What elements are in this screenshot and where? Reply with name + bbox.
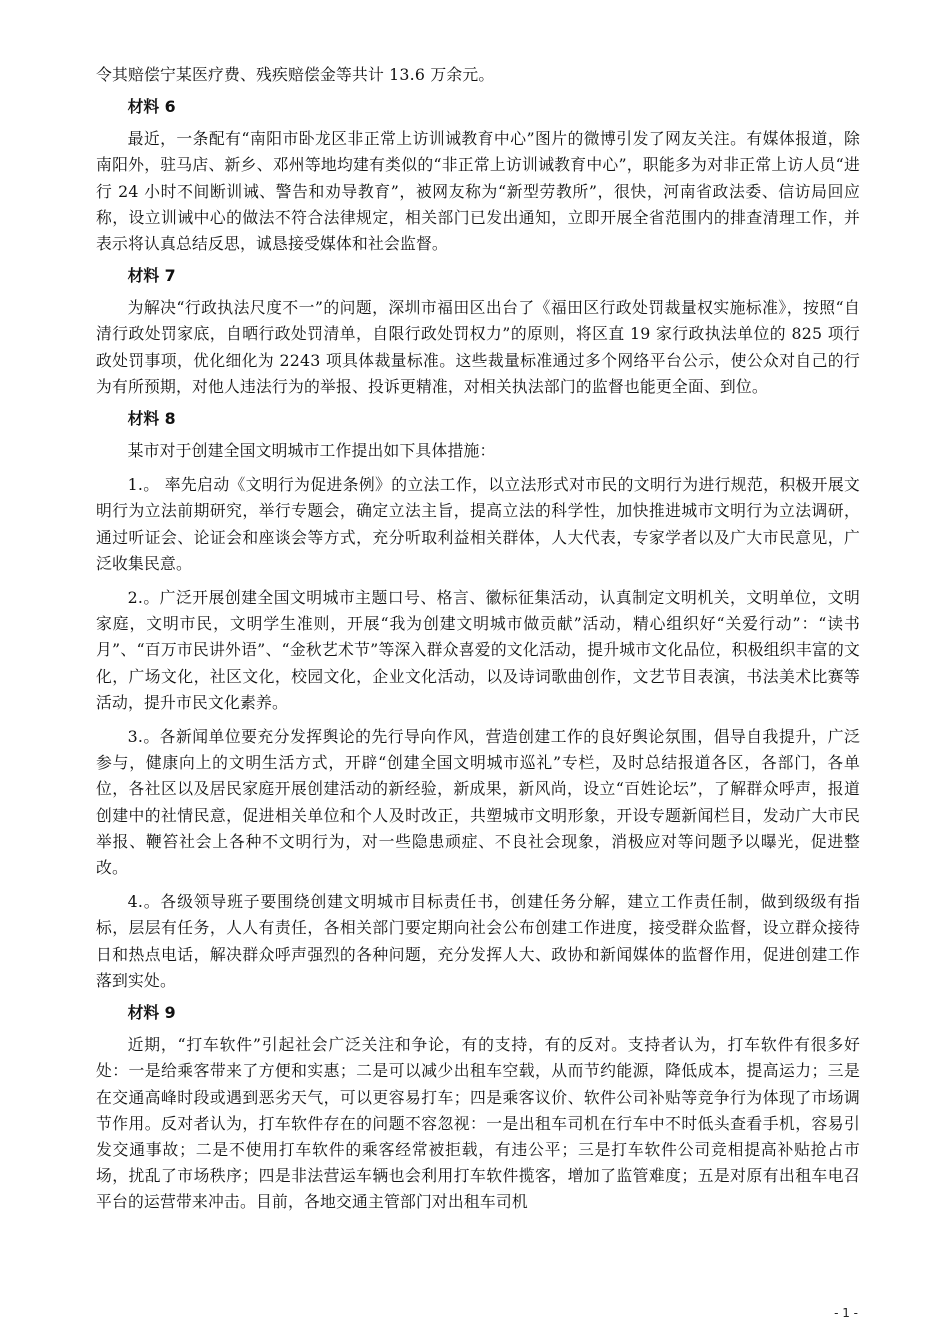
- material-8-item-4: 4.。各级领导班子要围绕创建文明城市目标责任书，创建任务分解，建立工作责任制，做到级级有指标，层层有任务，人人有责任，各相关部门要定期向社会公布创建工作进度，接受群众监督，设立群众接待日和热点电话，解决群众呼声强烈的各种问题，充分发挥人大、政协和新闻媒体的监督作用，促进创建工作落到实处。: [96, 892, 860, 990]
- heading-material-6: 材料 6: [127, 97, 176, 117]
- material-9-paragraph: 近期，“打车软件”引起社会广泛关注和争论，有的支持，有的反对。支持者认为，打车软件有很多好处：一是给乘客带来了方便和实惠；二是可以减少出租车空载，从而节约能源，降低成本，提高运力；三是在交通高峰时段或遇到恶劣天气，可以更容易打车；四是乘客议价、软件公司补贴等竞争行为体现了市场调节作用。反对者认为，打车软件存在的问题不容忽视：一是出租车司机在行车中不时低头查看手机，容易引发交通事故；二是不使用打车软件的乘客经常被拒载，有违公平；三是打车软件公司竞相提高补贴抢占市场，扰乱了市场秩序；四是非法营运车辆也会利用打车软件揽客，增加了监管难度；五是对原有出租车电召平台的运营带来冲击。目前，各地交通主管部门对出租车司机: [96, 1035, 860, 1212]
- heading-material-9: 材料 9: [127, 1003, 176, 1023]
- material-8-intro: 某市对于创建全国文明城市工作提出如下具体措施：: [127, 441, 496, 461]
- material-7-paragraph: 为解决“行政执法尺度不一”的问题，深圳市福田区出台了《福田区行政处罚裁量权实施标准》，按照“自清行政处罚家底，自晒行政处罚清单，自限行政处罚权力”的原则，将区直 19 家行政执法单位的 825 项行政处罚事项，优化细化为 2243 项具体裁量标准。这些裁量标准通过多个网络平台公示，使公众对自己的行为有所预期，对他人违法行为的举报、投诉更精准，对相关执法部门的监督也能更全面、到位。: [96, 298, 860, 396]
- document-page: [96, 62, 860, 1216]
- material-6-paragraph: 最近，一条配有“南阳市卧龙区非正常上访训诫教育中心”图片的微博引发了网友关注。有媒体报道，除南阳外，驻马店、新乡、邓州等地均建有类似的“非正常上访训诫教育中心”，职能多为对非正常上访人员“进行 24 小时不间断训诫、警告和劝导教育”，被网友称为“新型劳教所”，很快，河南省政法委、信访局回应称，设立训诫中心的做法不符合法律规定，相关部门已发出通知，立即开展全省范围内的排查清理工作，并表示将认真总结反思，诚恳接受媒体和社会监督。: [96, 129, 860, 254]
- page-number: - 1 -: [834, 1306, 858, 1320]
- material-8-item-3: 3.。各新闻单位要充分发挥舆论的先行导向作风，营造创建工作的良好舆论氛围，倡导自我提升，广泛参与，健康向上的文明生活方式，开辟“创建全国文明城市巡礼”专栏，及时总结报道各区，各部门，各单位，各社区以及居民家庭开展创建活动的新经验，新成果，新风尚，设立“百姓论坛”，了解群众呼声，报道创建中的社情民意，促进相关单位和个人及时改正，共塑城市文明形象，开设专题新闻栏目，发动广大市民举报、鞭笞社会上各种不文明行为，对一些隐患顽症、不良社会现象，消极应对等问题予以曝光，促进整改。: [96, 727, 860, 878]
- heading-material-7: 材料 7: [127, 266, 176, 286]
- opening-line: 令其赔偿宁某医疗费、残疾赔偿金等共计 13.6 万余元。: [96, 65, 495, 84]
- heading-material-8: 材料 8: [127, 409, 176, 429]
- material-8-item-2: 2.。广泛开展创建全国文明城市主题口号、格言、徽标征集活动，认真制定文明机关，文明单位，文明家庭，文明市民，文明学生准则，开展“我为创建文明城市做贡献”活动，精心组织好“关爱行动”：“读书月”、“百万市民讲外语”、“金秋艺术节”等深入群众喜爱的文化活动，提升城市文化品位，积极组织丰富的文化，广场文化，社区文化，校园文化，企业文化活动，以及诗词歌曲创作，文艺节目表演，书法美术比赛等活动，提升市民文化素养。: [96, 588, 860, 712]
- material-8-item-1: 1.。 率先启动《文明行为促进条例》的立法工作，以立法形式对市民的文明行为进行规范，积极开展文明行为立法前期研究，举行专题会，确定立法主旨，提高立法的科学性，加快推进城市文明行为立法调研，通过听证会、论证会和座谈会等方式，充分听取利益相关群体，人大代表，专家学者以及广大市民意见，广泛收集民意。: [96, 475, 860, 573]
